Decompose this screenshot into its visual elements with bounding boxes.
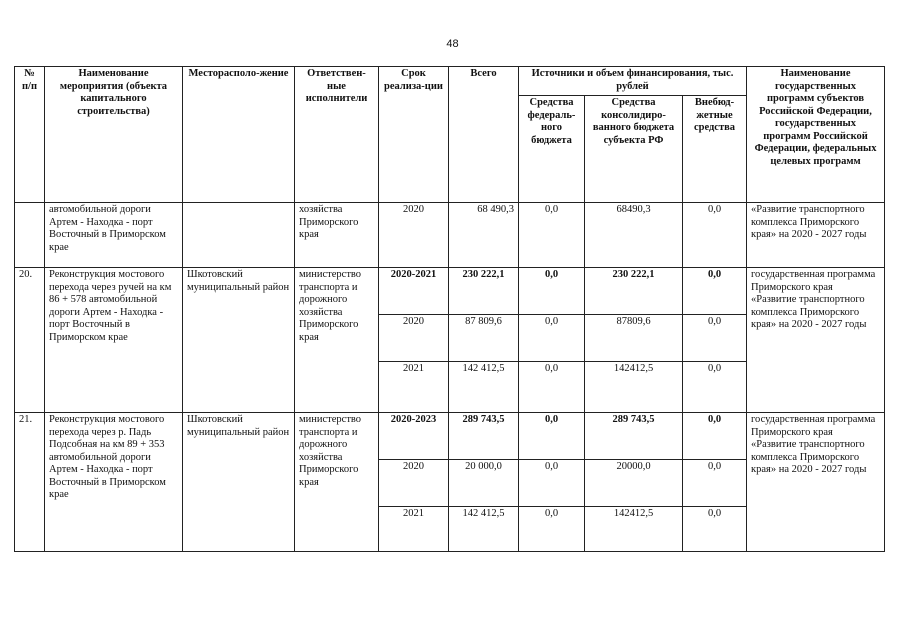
header-responsible: Ответствен-ные исполнители [295, 67, 379, 203]
cell-total: 289 743,5 [449, 413, 519, 460]
cell-period: 2020 [379, 315, 449, 362]
cell-location: Шкотовский муниципальный район [183, 268, 295, 413]
cell-period: 2020 [379, 460, 449, 507]
cell-federal: 0,0 [519, 460, 585, 507]
header-programs: Наименование государственных программ субъектов Российской Федерации, государственных программ Российской Федерации, федеральных целевых программ [747, 67, 885, 203]
header-period: Срок реализа-ции [379, 67, 449, 203]
cell-federal: 0,0 [519, 362, 585, 413]
cell-consolidated: 289 743,5 [585, 413, 683, 460]
table-row [15, 203, 885, 268]
cell-consolidated: 87809,6 [585, 315, 683, 362]
cell-federal: 0,0 [519, 413, 585, 460]
header-federal: Средства федераль-ного бюджета [519, 96, 585, 203]
cell-federal: 0,0 [519, 203, 585, 268]
cell-period: 2021 [379, 362, 449, 413]
header-total: Всего [449, 67, 519, 203]
cell-period: 2020-2021 [379, 268, 449, 315]
cell-federal: 0,0 [519, 315, 585, 362]
cell-num: 21. [15, 413, 45, 552]
header-consolidated: Средства консолидиро-ванного бюджета субъекта РФ [585, 96, 683, 203]
cell-responsible: хозяйства Приморского края [295, 203, 379, 268]
cell-period: 2021 [379, 507, 449, 552]
page-number: 48 [446, 38, 459, 50]
cell-offbudget: 0,0 [683, 203, 747, 268]
cell-num: 20. [15, 268, 45, 413]
cell-offbudget: 0,0 [683, 362, 747, 413]
header-offbudget: Внебюд-жетные средства [683, 96, 747, 203]
cell-offbudget: 0,0 [683, 315, 747, 362]
cell-consolidated: 230 222,1 [585, 268, 683, 315]
cell-location: Шкотовский муниципальный район [183, 413, 295, 552]
header-sources: Источники и объем финансирования, тыс. рублей [519, 67, 747, 96]
table-row [15, 268, 885, 315]
cell-offbudget: 0,0 [683, 413, 747, 460]
header-num: № п/п [15, 67, 45, 203]
cell-name: автомобильной дороги Артем - Находка - порт Восточный в Приморском крае [45, 203, 183, 268]
cell-period: 2020 [379, 203, 449, 268]
cell-program: «Развитие транспортного комплекса Приморского края» на 2020 - 2027 годы [747, 203, 885, 268]
cell-offbudget: 0,0 [683, 460, 747, 507]
cell-program: государственная программа Приморского края «Развитие транспортного комплекса Приморского края» на 2020 - 2027 годы [747, 413, 885, 552]
header-name: Наименование мероприятия (объекта капитального строительства) [45, 67, 183, 203]
cell-consolidated: 20000,0 [585, 460, 683, 507]
table-row [15, 413, 885, 460]
cell-total: 230 222,1 [449, 268, 519, 315]
cell-name: Реконструкция мостового перехода через ручей на км 86 + 578 автомобильной дороги Артем - Находка - порт Восточный в Приморском крае [45, 268, 183, 413]
cell-name: Реконструкция мостового перехода через р. Падь Подсобная на км 89 + 353 автомобильной дороги Артем - Находка - порт Восточный в Приморском крае [45, 413, 183, 552]
cell-period: 2020-2023 [379, 413, 449, 460]
cell-responsible: министерство транспорта и дорожного хозяйства Приморского края [295, 413, 379, 552]
cell-federal: 0,0 [519, 507, 585, 552]
cell-total: 68 490,3 [449, 203, 519, 268]
cell-num [15, 203, 45, 268]
cell-consolidated: 68490,3 [585, 203, 683, 268]
cell-total: 142 412,5 [449, 362, 519, 413]
header-row [15, 67, 885, 96]
financing-table [14, 66, 885, 552]
cell-consolidated: 142412,5 [585, 507, 683, 552]
cell-federal: 0,0 [519, 268, 585, 315]
cell-offbudget: 0,0 [683, 268, 747, 315]
cell-total: 87 809,6 [449, 315, 519, 362]
cell-total: 20 000,0 [449, 460, 519, 507]
cell-offbudget: 0,0 [683, 507, 747, 552]
header-location: Месторасполо-жение [183, 67, 295, 203]
cell-responsible: министерство транспорта и дорожного хозяйства Приморского края [295, 268, 379, 413]
cell-location [183, 203, 295, 268]
cell-program: государственная программа Приморского края «Развитие транспортного комплекса Приморского края» на 2020 - 2027 годы [747, 268, 885, 413]
cell-consolidated: 142412,5 [585, 362, 683, 413]
cell-total: 142 412,5 [449, 507, 519, 552]
